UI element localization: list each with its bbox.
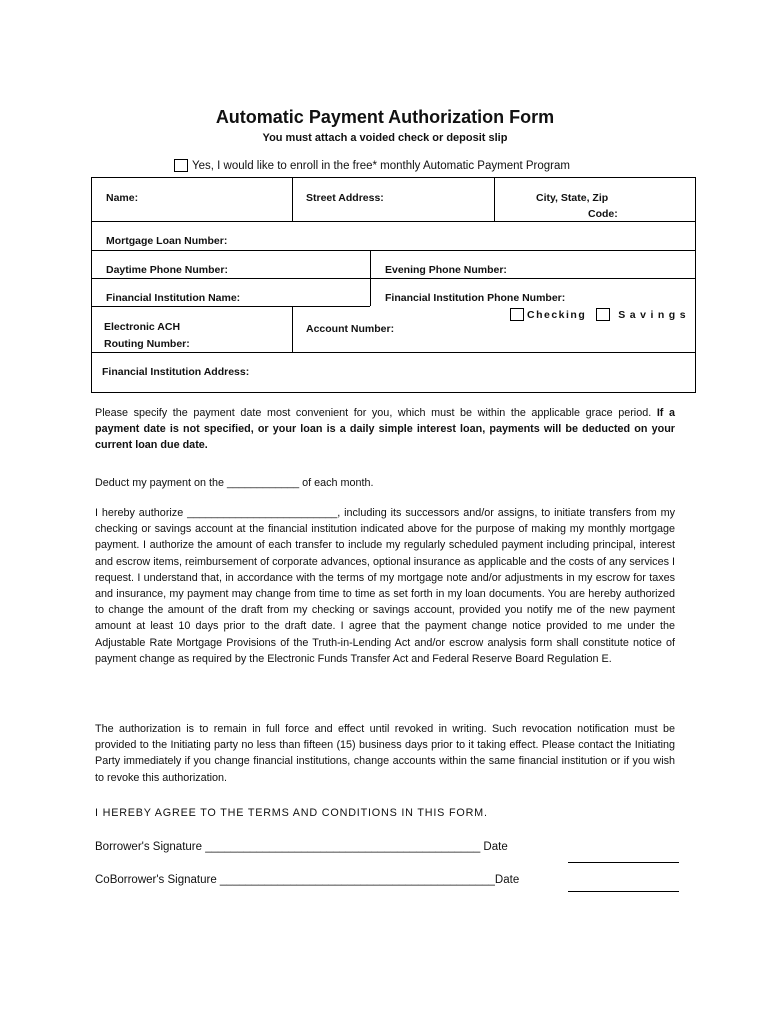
cell-divider: [92, 306, 370, 307]
routing-number-field[interactable]: Routing Number:: [104, 338, 190, 350]
borrower-signature-field[interactable]: Borrower's Signature ___________________________________________ Date: [95, 841, 508, 853]
evening-phone-field[interactable]: Evening Phone Number:: [385, 264, 507, 276]
column-divider: [292, 306, 293, 352]
enroll-label: Yes, I would like to enroll in the free* monthly Automatic Payment Program: [192, 159, 570, 172]
form-subtitle: You must attach a voided check or deposit slip: [262, 132, 508, 144]
row-divider: [92, 221, 695, 222]
agreement-statement: I HEREBY AGREE TO THE TERMS AND CONDITIONS IN THIS FORM.: [95, 807, 488, 819]
mortgage-loan-number-field[interactable]: Mortgage Loan Number:: [106, 235, 228, 247]
savings-label: Savings: [618, 308, 691, 321]
zip-code-label: Code:: [588, 208, 618, 220]
city-state-zip-field[interactable]: City, State, Zip: [536, 192, 609, 204]
checking-checkbox[interactable]: [510, 308, 524, 321]
savings-checkbox[interactable]: [596, 308, 610, 321]
institution-address-field[interactable]: Financial Institution Address:: [102, 366, 250, 378]
checking-label: Checking: [527, 308, 587, 321]
row-divider: [92, 352, 695, 353]
enroll-option[interactable]: [174, 159, 570, 172]
column-divider: [292, 178, 293, 221]
payment-date-paragraph: [95, 405, 675, 454]
authorization-paragraph: I hereby authorize _________________________, including its successors and/or assigns, to initiate transfers from my checking or savings account at the financial institution indicated above for the purpose of making my monthly mortgage payment. I authorize the amount of each transfer to include my regularly scheduled payment including principal, interest and escrow items, reimbursement of corporate advances, optional insurance as applicable and the costs of any services I request. I understand that, in accordance with the terms of my mortgage note and/or adjustments in my escrow for taxes and insurance, my payment may change from time to time as set forth in my loan documents. You are hereby authorized to change the amount of the draft from my checking or savings account, provided you notify me of the new payment amount at least 10 days prior to the draft date. I agree that the payment change notice provided to me under the Adjustable Rate Mortgage Provisions of the Truth-in-Lending Act and/or escrow analysis form shall constitute notice of payment change as required by the Electronic Funds Transfer Act and Federal Reserve Board Regulation E.: [95, 507, 675, 665]
enroll-checkbox[interactable]: [174, 159, 188, 172]
revocation-paragraph: The authorization is to remain in full force and effect until revoked in writing. Such revocation notification must be provided to the Initiating party no less than fifteen (15) business days prior to it taking effect. Please contact the Initiating Party immediately if you change financial institutions, change accounts within the same financial institution or if you wish to revoke this authorization.: [95, 723, 675, 784]
row-divider: [92, 250, 695, 251]
street-address-field[interactable]: Street Address:: [306, 192, 384, 204]
borrower-date-line[interactable]: [568, 862, 679, 863]
column-divider: [494, 178, 495, 221]
borrower-info-table: [91, 177, 696, 393]
name-field[interactable]: Name:: [106, 192, 139, 204]
routing-number-label-line1: Electronic ACH: [104, 321, 181, 333]
daytime-phone-field[interactable]: Daytime Phone Number:: [106, 264, 228, 276]
deduct-day-field[interactable]: Deduct my payment on the ____________ of each month.: [95, 477, 374, 489]
account-type-options: [510, 308, 690, 321]
payment-date-note: If a payment date is not specified, or your loan is a daily simple interest loan, payments will be deducted on your current loan due date.: [95, 407, 675, 452]
payment-date-text: Please specify the payment date most convenient for you, which must be within the applicable grace period.: [95, 407, 657, 419]
institution-phone-field[interactable]: Financial Institution Phone Number:: [385, 292, 566, 304]
column-divider: [370, 250, 371, 306]
coborrower-date-line[interactable]: [568, 891, 679, 892]
form-title: Automatic Payment Authorization Form: [215, 107, 555, 127]
account-number-field[interactable]: Account Number:: [306, 323, 395, 335]
row-divider: [92, 278, 695, 279]
coborrower-signature-field[interactable]: CoBorrower's Signature ___________________________________________Date: [95, 874, 520, 886]
institution-name-field[interactable]: Financial Institution Name:: [106, 292, 241, 304]
